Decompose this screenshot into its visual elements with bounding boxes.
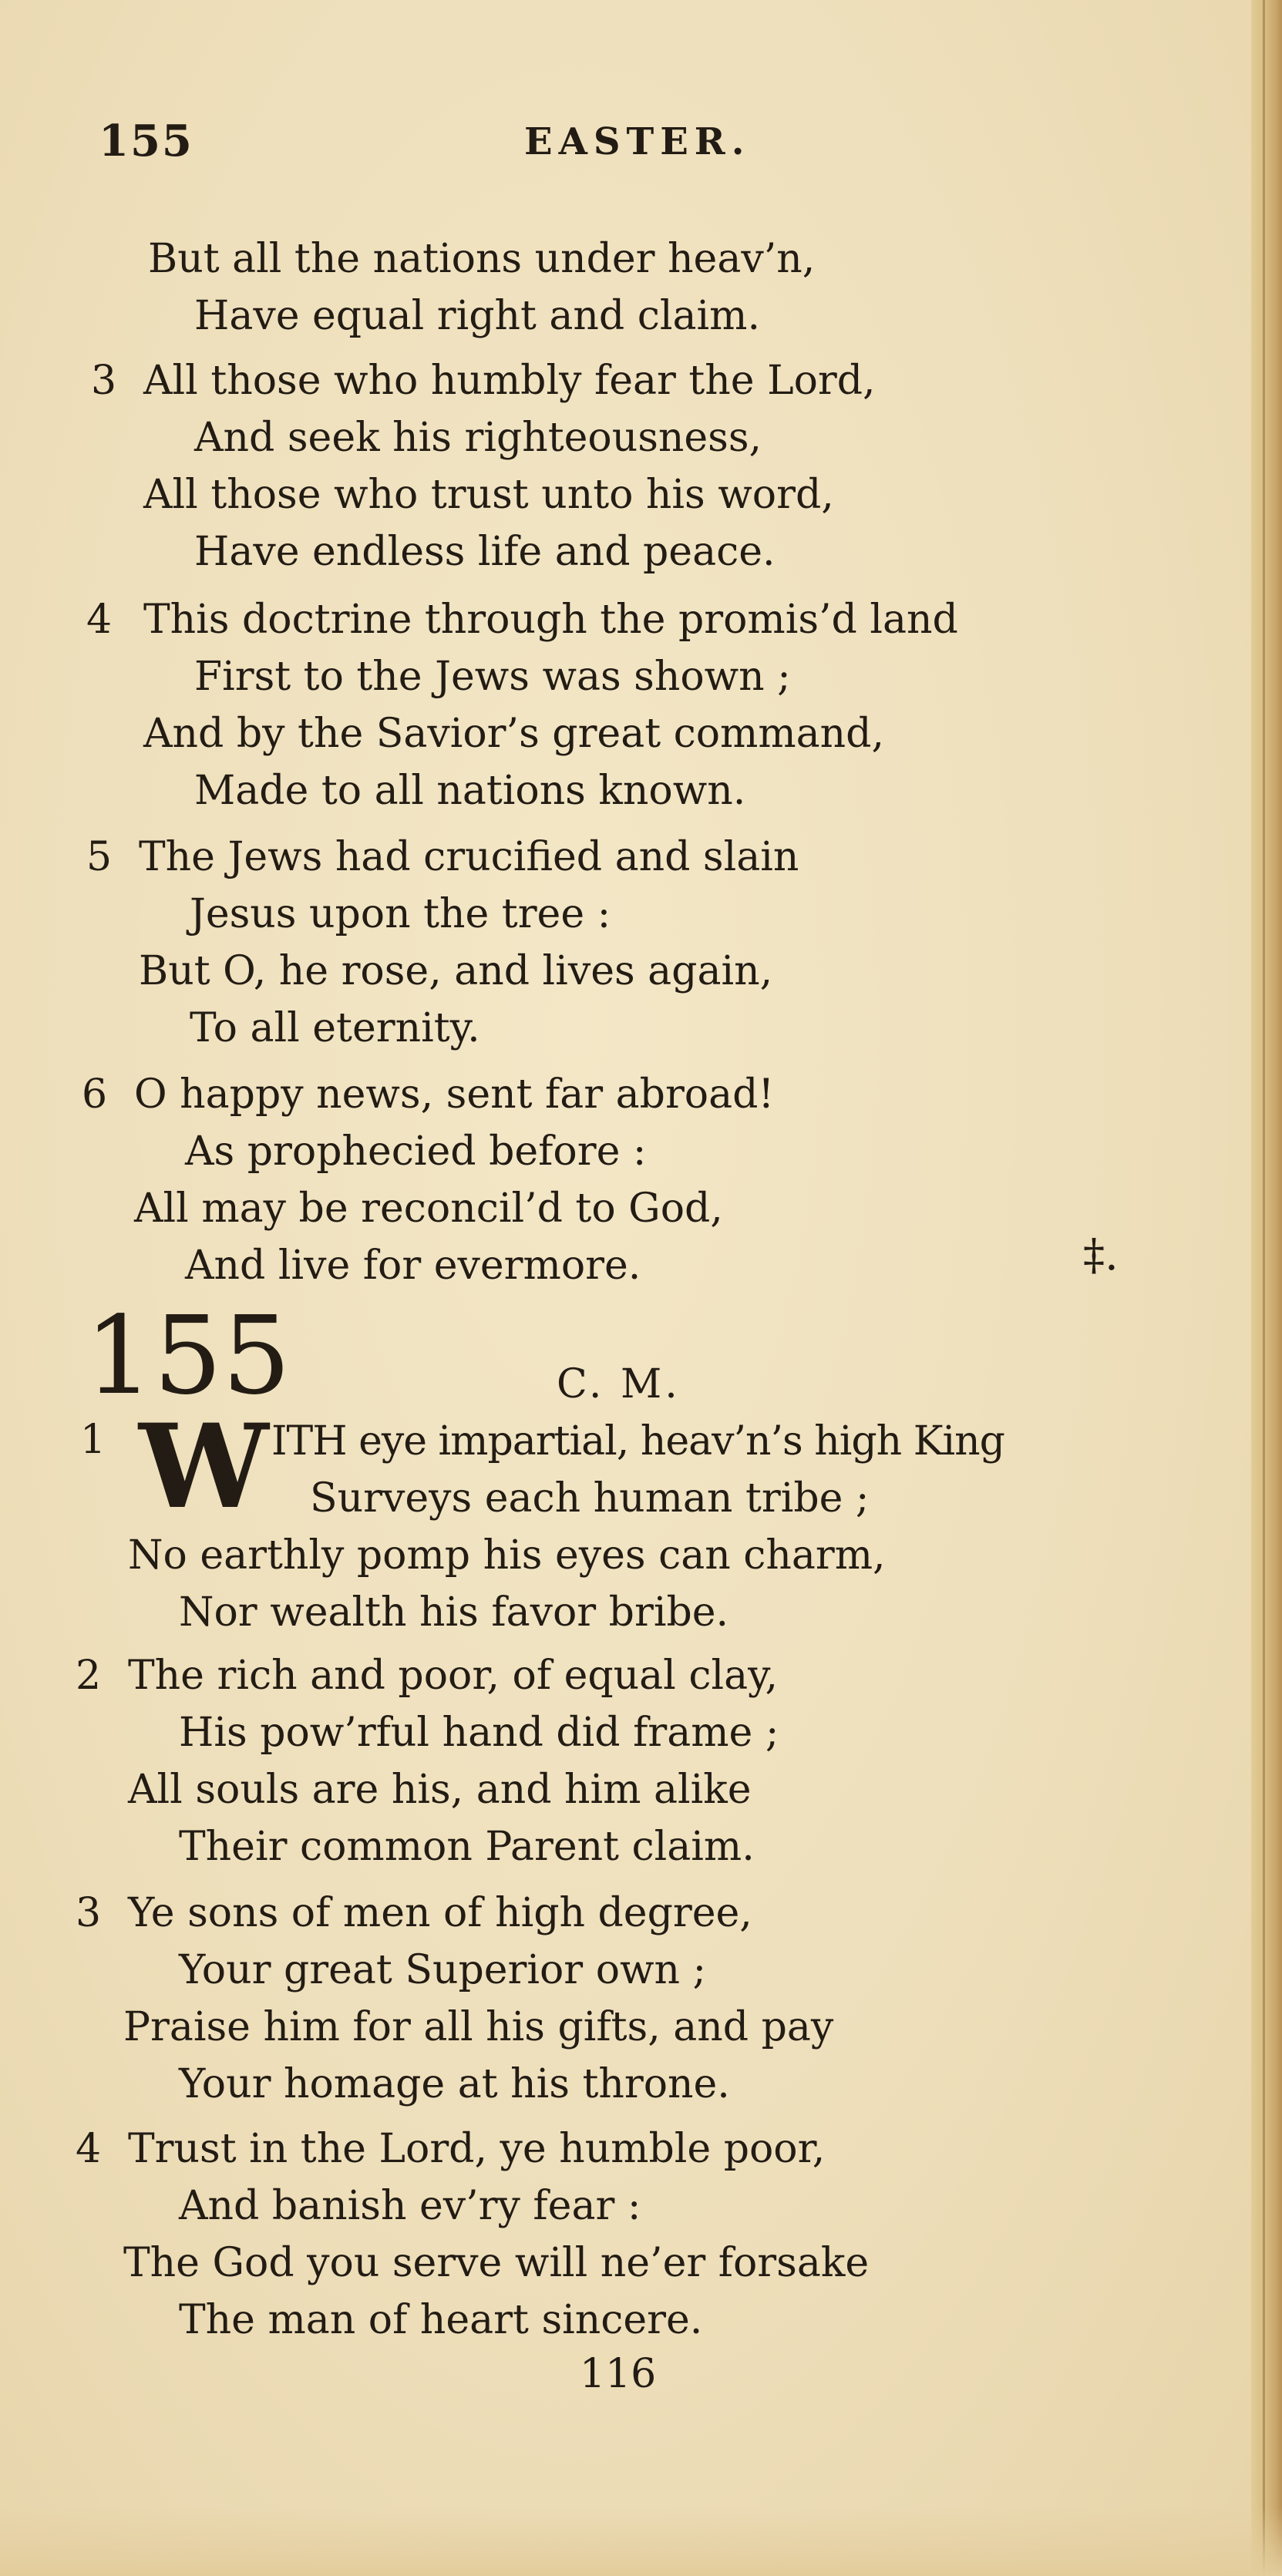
verse-line: Surveys each human tribe ;	[310, 1475, 870, 1522]
verse-line: ITH eye impartial, heav’n’s high King	[271, 1418, 1004, 1465]
stanza-number: 3	[76, 1890, 102, 1936]
verse-line: His pow’rful hand did frame ;	[179, 1710, 779, 1756]
verse-line: First to the Jews was shown ;	[194, 654, 791, 700]
verse-line: Their common Parent claim.	[179, 1824, 755, 1870]
drop-cap: W	[139, 1399, 269, 1535]
verse-line: Your great Superior own ;	[179, 1947, 707, 1993]
verse-line: Made to all nations known.	[194, 768, 746, 814]
stanza-number: 2	[76, 1653, 102, 1699]
verse-line: The rich and poor, of equal clay,	[128, 1653, 779, 1699]
hymn-meter: C. M.	[557, 1361, 681, 1407]
stanza-number: 5	[86, 834, 113, 880]
verse-line: The Jews had crucified and slain	[139, 834, 799, 880]
stanza-number: 4	[86, 597, 113, 643]
verse-line: Nor wealth his favor bribe.	[179, 1589, 729, 1636]
page-bottom-shade	[0, 2507, 1282, 2576]
verse-line: And live for evermore.	[185, 1243, 641, 1289]
verse-line: And by the Savior’s great command,	[143, 711, 884, 757]
verse-line: As prophecied before :	[185, 1128, 647, 1175]
hymn-number: 155	[85, 1293, 291, 1419]
verse-line: All souls are his, and him alike	[128, 1767, 752, 1813]
verse-line: O happy news, sent far abroad!	[134, 1071, 775, 1118]
footer-page-number: 116	[580, 2351, 657, 2397]
verse-line: But all the nations under heav’n,	[148, 236, 816, 282]
stanza-number: 4	[76, 2126, 102, 2172]
verse-line: To all eternity.	[190, 1005, 480, 1051]
section-end-mark: ‡.	[1083, 1230, 1119, 1280]
verse-line: Your homage at his throne.	[179, 2061, 730, 2107]
verse-line: No earthly pomp his eyes can charm,	[128, 1532, 886, 1579]
verse-line: All those who trust unto his word,	[143, 472, 834, 518]
verse-line: Trust in the Lord, ye humble poor,	[128, 2126, 826, 2172]
verse-line: Jesus upon the tree :	[190, 891, 611, 937]
running-title: EASTER.	[524, 120, 751, 163]
page-edge	[1251, 0, 1282, 2576]
verse-line: Ye sons of men of high degree,	[128, 1890, 752, 1936]
stanza-number: 3	[91, 358, 117, 404]
verse-line: And seek his righteousness,	[194, 415, 762, 461]
verse-line: The God you serve will ne’er forsake	[123, 2240, 870, 2286]
stanza-number: 6	[82, 1071, 108, 1118]
verse-line: But O, he rose, and lives again,	[139, 948, 773, 994]
header-page-number: 155	[99, 116, 193, 166]
verse-line: Have equal right and claim.	[194, 293, 760, 339]
verse-line: The man of heart sincere.	[179, 2297, 703, 2343]
verse-line: All may be reconcil’d to God,	[134, 1185, 723, 1232]
verse-line: And banish ev’ry fear :	[179, 2183, 641, 2229]
verse-line: Have endless life and peace.	[194, 529, 776, 575]
verse-line: This doctrine through the promis’d land	[143, 597, 958, 643]
page-header	[99, 116, 1101, 177]
binding-line	[1263, 0, 1265, 2576]
verse-line: All those who humbly fear the Lord,	[143, 358, 876, 404]
stanza-number: 1	[80, 1417, 106, 1463]
verse-line: Praise him for all his gifts, and pay	[123, 2004, 834, 2050]
